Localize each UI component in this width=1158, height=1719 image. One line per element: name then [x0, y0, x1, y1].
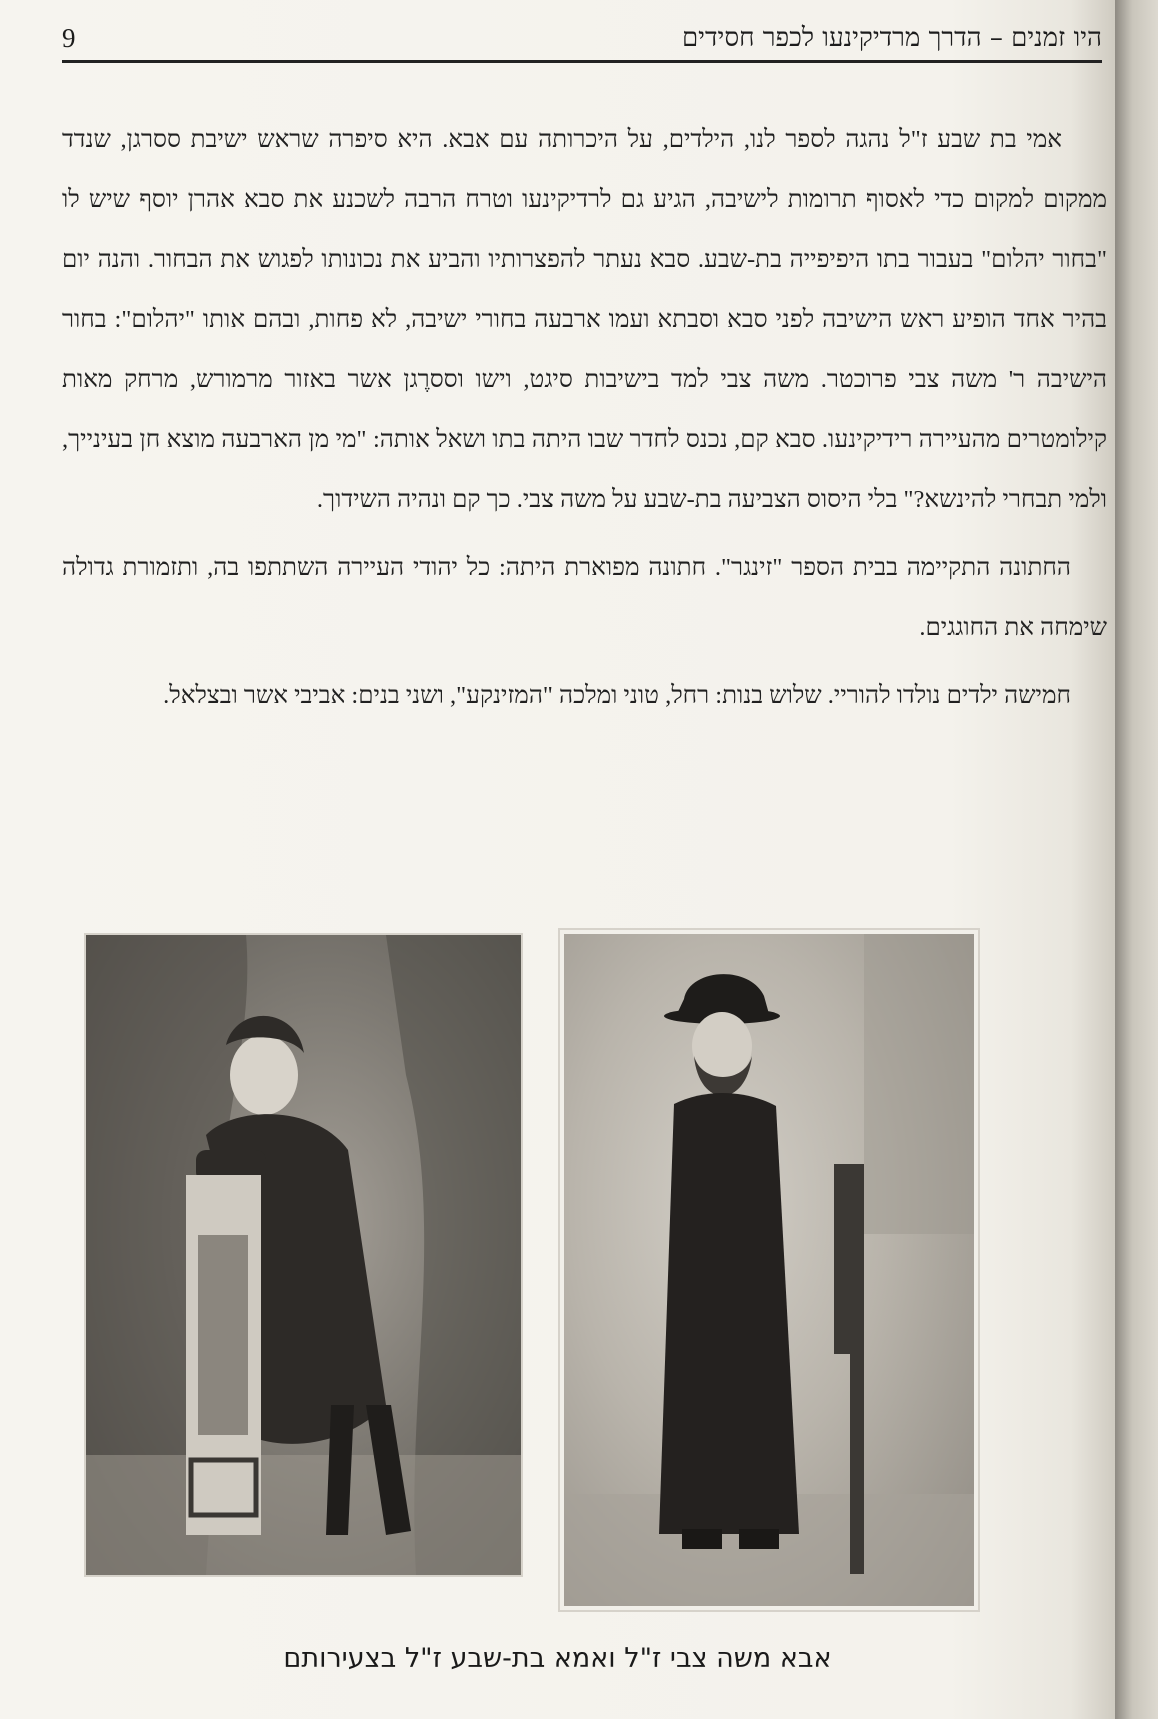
- photo-father: [560, 930, 978, 1610]
- paragraph-courtship: אמי בת שבע ז"ל נהגה לספר לנו, הילדים, על היכרותה עם אבא. היא סיפרה שראש ישיבת ססרגן, שנדד ממקום למקום כדי לאסוף תרומות לישיבה, הגיע גם לרדיקינעו וטרח הרבה לשכנע את סבא אהרן יוסף שיש לו "בחור יהלום" בעבור בתו היפיפייה בת-שבע. סבא נעתר להפצרותיו והביע את נכונותו לפגוש את הבחור. והנה יום בהיר אחד הופיע ראש הישיבה לפני סבא וסבתא ועמו ארבעה בחורי ישיבה, לא פחות, ובהם אותו "יהלום": בחור הישיבה ר' משה צבי פרוכטר. משה צבי למד בישיבות סיגט, וישו וססרֶגן אשר באזור מרמורש, מרחק מאות קילומטרים מהעיירה רידיקינעו. סבא קם, נכנס לחדר שבו היתה בתו ושאל אותה: "מי מן הארבעה מוצא חן בעינייך, ולמי תבחרי להינשא?" בלי היסוס הצביעה בת-שבע על משה צבי. כך קם ונהיה השידוך.: [62, 126, 1107, 513]
- paragraph-wedding: החתונה התקיימה בבית הספר "זינגר". חתונה מפוארת היתה: כל יהודי העיירה השתתפו בה, ותזמורת גדולה שימחה את החוגגים.: [62, 554, 1107, 641]
- photo-father-drawing: [564, 934, 974, 1606]
- photo-caption: אבא משה צבי ז"ל ואמא בת-שבע ז"ל בצעירותם: [283, 1643, 832, 1674]
- running-header-title: היו זמנים – הדרך מרדיקינעו לכפר חסידים: [681, 23, 1102, 53]
- photo-mother-drawing: [86, 935, 521, 1575]
- page-number: 9: [62, 22, 76, 53]
- running-header: [62, 18, 1102, 58]
- paragraph-children: חמישה ילדים נולדו להוריי. שלוש בנות: רחל, טוני ומלכה "המזינקע", ושני בנים: אביבי אשר ובצלאל.: [163, 682, 1071, 709]
- photo-mother: [86, 935, 521, 1575]
- body-text: [62, 110, 1107, 734]
- header-rule: [62, 60, 1102, 63]
- book-gutter: [1115, 0, 1158, 1719]
